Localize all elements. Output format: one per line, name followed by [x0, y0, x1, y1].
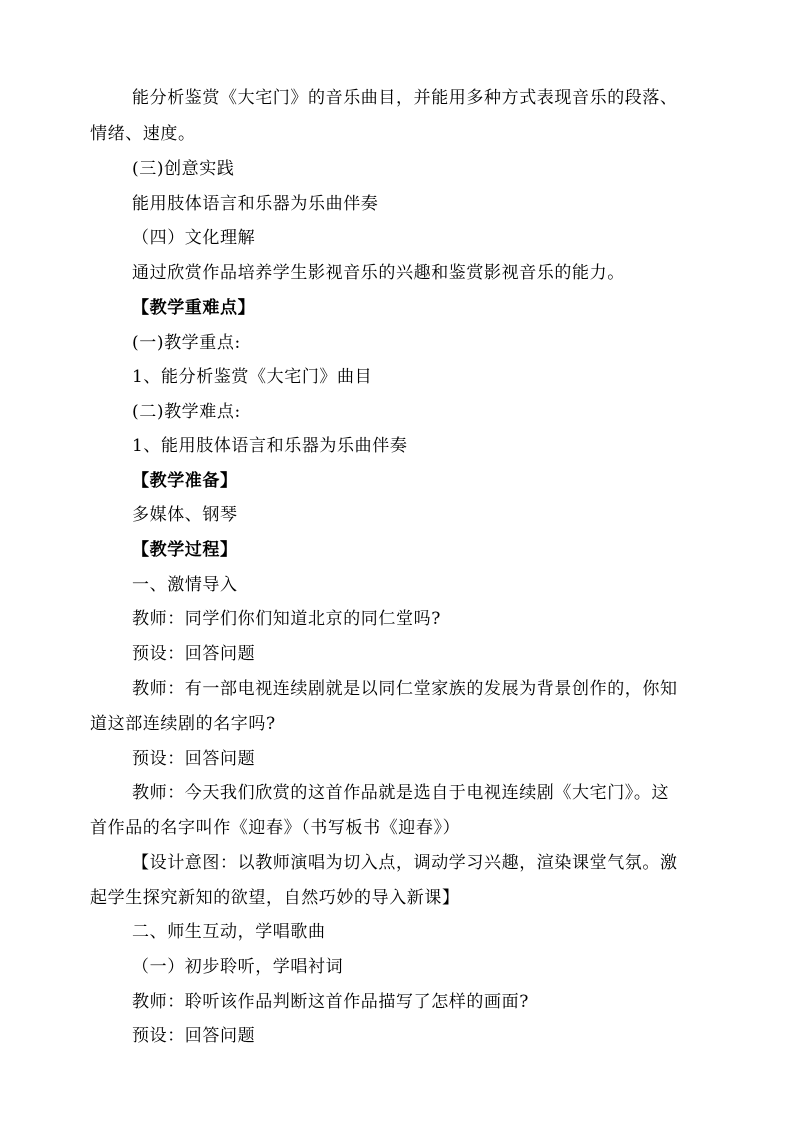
- teacher-question-2-line2: 道这部连续剧的名字吗?: [90, 714, 276, 734]
- expected-answer-1: 预设：回答问题: [132, 644, 256, 664]
- heading-teaching-preparation: 【教学准备】: [132, 471, 238, 491]
- key-points-label: (一)教学重点:: [132, 333, 241, 353]
- objective-analysis-line2: 情绪、速度。: [90, 124, 196, 144]
- section-creative-practice: (三)创意实践: [132, 159, 235, 179]
- teacher-statement-line2: 首作品的名字叫作《迎春》（书写板书《迎春》）: [90, 818, 461, 838]
- subsection-first-listening: （一）初步聆听，学唱衬词: [132, 957, 344, 977]
- expected-answer-3: 预设：回答问题: [132, 1026, 256, 1046]
- teacher-question-1: 教师：同学们你们知道北京的同仁堂吗?: [132, 609, 441, 629]
- design-intent-line2: 起学生探究新知的欲望，自然巧妙的导入新课】: [90, 888, 460, 908]
- cultural-understanding-text: 通过欣赏作品培养学生影视音乐的兴趣和鉴赏影视音乐的能力。: [132, 263, 625, 283]
- expected-answer-2: 预设：回答问题: [132, 749, 256, 769]
- creative-practice-text: 能用肢体语言和乐器为乐曲伴奏: [132, 194, 379, 214]
- heading-key-difficult-points: 【教学重难点】: [132, 298, 256, 318]
- section-introduction: 一、激情导入: [132, 575, 238, 595]
- teacher-question-2-line1: 教师：有一部电视连续剧就是以同仁堂家族的发展为背景创作的，你知: [132, 679, 678, 699]
- key-point-1: 1、能分析鉴赏《大宅门》曲目: [132, 367, 373, 387]
- section-cultural-understanding: （四）文化理解: [132, 228, 256, 248]
- teacher-question-3: 教师：聆听该作品判断这首作品描写了怎样的画面?: [132, 992, 529, 1012]
- teacher-statement-line1: 教师：今天我们欣赏的这首作品就是选自于电视连续剧《大宅门》。这: [132, 783, 670, 803]
- heading-teaching-process: 【教学过程】: [132, 540, 238, 560]
- design-intent-line1: 【设计意图：以教师演唱为切入点，调动学习兴趣，渲染课堂气氛。激: [132, 853, 678, 873]
- objective-analysis-line1: 能分析鉴赏《大宅门》的音乐曲目，并能用多种方式表现音乐的段落、: [132, 88, 678, 108]
- preparation-text: 多媒体、钢琴: [132, 505, 238, 525]
- difficult-point-1: 1、能用肢体语言和乐器为乐曲伴奏: [132, 436, 408, 456]
- difficult-points-label: (二)教学难点:: [132, 402, 241, 422]
- section-interaction: 二、师生互动，学唱歌曲: [132, 922, 326, 942]
